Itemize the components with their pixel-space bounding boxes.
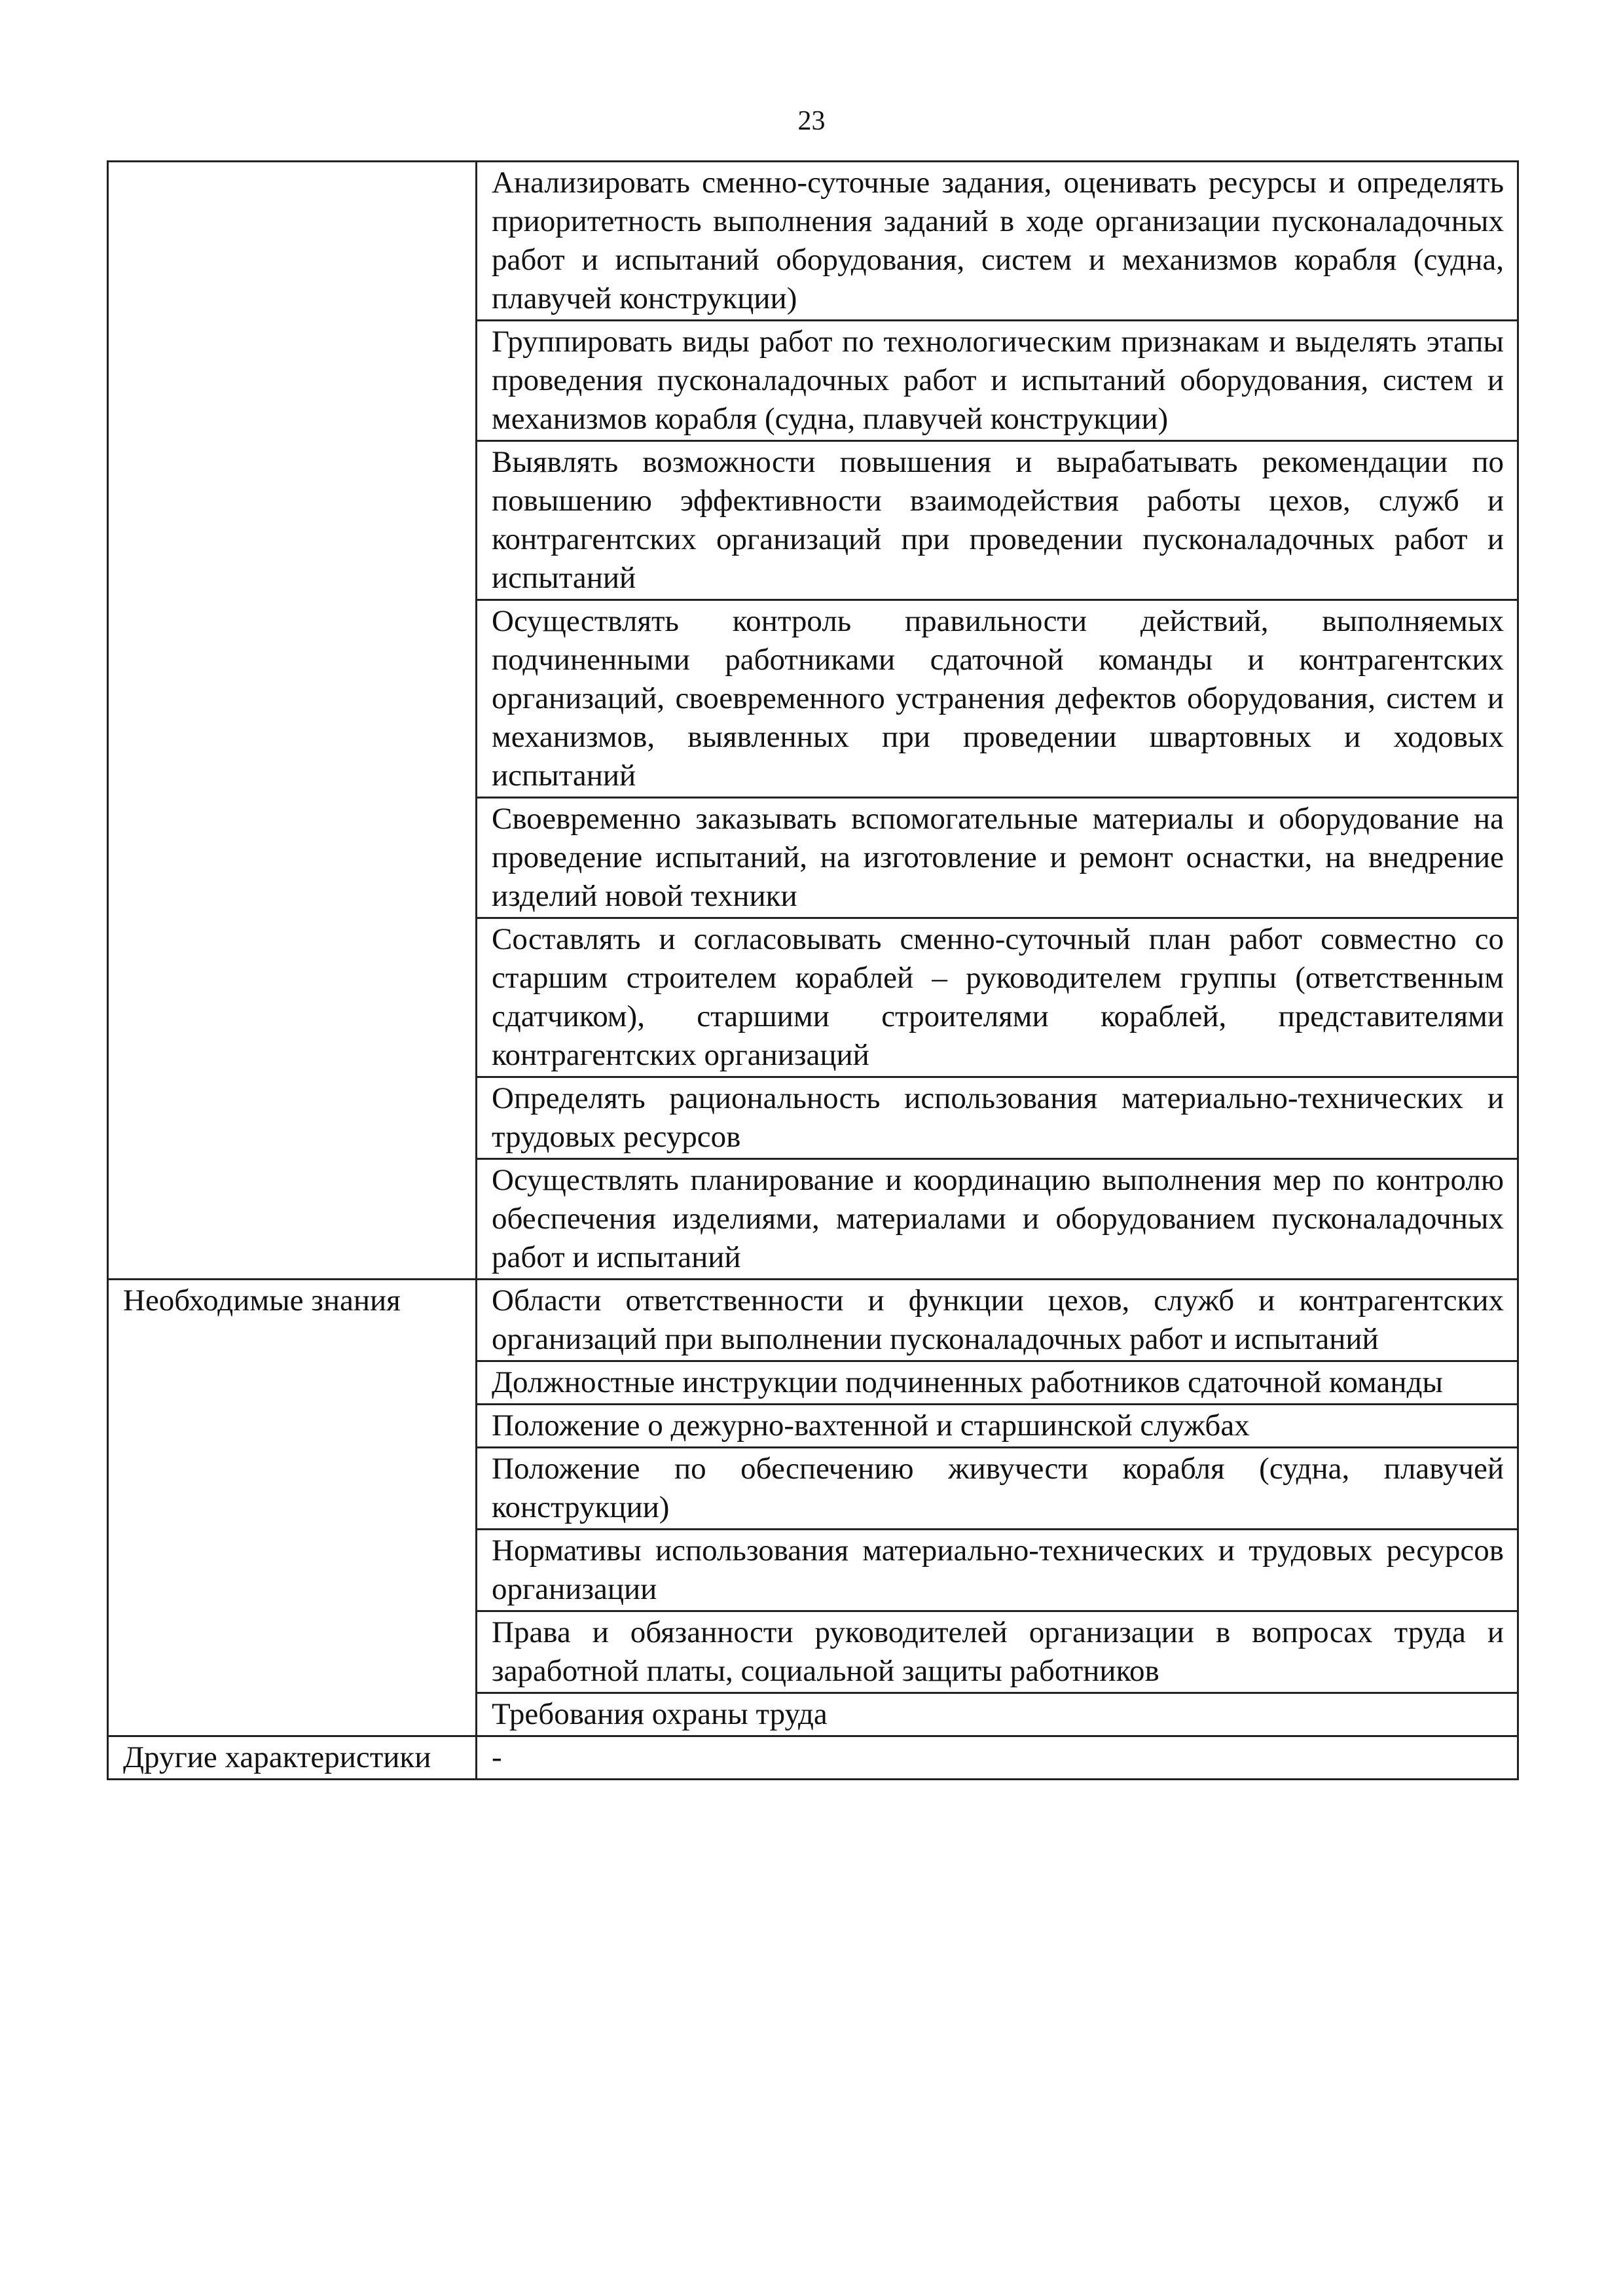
row-label-empty <box>108 441 477 600</box>
row-label-empty <box>108 1077 477 1159</box>
skill-item: Осуществлять контроль правильности действий, выполняемых подчиненными работниками сдаточной команды и контрагентских организаций, своевременного устранения дефектов оборудования, систем и механизмов, выявленных при проведении швартовных и ходовых испытаний <box>477 600 1518 798</box>
table-row <box>108 1448 1518 1530</box>
page-number: 23 <box>797 106 826 136</box>
table-row <box>108 1159 1518 1280</box>
table-row <box>108 321 1518 441</box>
skill-item: Группировать виды работ по технологическим признакам и выделять этапы проведения пусконаладочных работ и испытаний оборудования, систем и механизмов корабля (судна, плавучей конструкции) <box>477 321 1518 441</box>
knowledge-item: Права и обязанности руководителей организации в вопросах труда и заработной платы, социальной защиты работников <box>477 1611 1518 1693</box>
skill-item: Выявлять возможности повышения и вырабатывать рекомендации по повышению эффективности взаимодействия работы цехов, служб и контрагентских организаций при проведении пусконаладочных работ и испытаний <box>477 441 1518 600</box>
knowledge-item: Должностные инструкции подчиненных работников сдаточной команды <box>477 1361 1518 1405</box>
row-label-empty <box>108 1448 477 1530</box>
table-row <box>108 441 1518 600</box>
skill-item: Анализировать сменно-суточные задания, оценивать ресурсы и определять приоритетность выполнения заданий в ходе организации пусконаладочных работ и испытаний оборудования, систем и механизмов корабля (судна, плавучей конструкции) <box>477 162 1518 321</box>
row-label-other: Другие характеристики <box>108 1736 477 1780</box>
row-label-empty <box>108 1530 477 1611</box>
table-row <box>108 600 1518 798</box>
knowledge-item: Нормативы использования материально-технических и трудовых ресурсов организации <box>477 1530 1518 1611</box>
skill-item: Своевременно заказывать вспомогательные материалы и оборудование на проведение испытаний, на изготовление и ремонт оснастки, на внедрение изделий новой техники <box>477 798 1518 918</box>
knowledge-item: Области ответственности и функции цехов, служб и контрагентских организаций при выполнении пусконаладочных работ и испытаний <box>477 1280 1518 1361</box>
profstandard-table <box>107 160 1519 1780</box>
skill-item: Определять рациональность использования материально-технических и трудовых ресурсов <box>477 1077 1518 1159</box>
row-label-knowledge: Необходимые знания <box>108 1280 477 1361</box>
row-label-empty <box>108 321 477 441</box>
table-row <box>108 1736 1518 1780</box>
knowledge-item: Положение по обеспечению живучести корабля (судна, плавучей конструкции) <box>477 1448 1518 1530</box>
skill-item: Составлять и согласовывать сменно-суточный план работ совместно со старшим строителем кораблей – руководителем группы (ответственным сдатчиком), старшими строителями кораблей, представителями контрагентских организаций <box>477 918 1518 1077</box>
row-label-empty <box>108 1405 477 1448</box>
row-label-empty <box>108 1159 477 1280</box>
table-row <box>108 798 1518 918</box>
table-row <box>108 1611 1518 1693</box>
row-label-skills <box>108 162 477 321</box>
table-row <box>108 162 1518 321</box>
row-label-empty <box>108 1361 477 1405</box>
table-row <box>108 1280 1518 1361</box>
row-label-empty <box>108 600 477 798</box>
table-row <box>108 1530 1518 1611</box>
row-label-empty <box>108 1693 477 1736</box>
skill-item: Осуществлять планирование и координацию выполнения мер по контролю обеспечения изделиями, материалами и оборудованием пусконаладочных работ и испытаний <box>477 1159 1518 1280</box>
table-row <box>108 918 1518 1077</box>
row-label-empty <box>108 798 477 918</box>
row-label-empty <box>108 1611 477 1693</box>
knowledge-item: Требования охраны труда <box>477 1693 1518 1736</box>
table-row <box>108 1405 1518 1448</box>
table-row <box>108 1693 1518 1736</box>
row-label-empty <box>108 918 477 1077</box>
knowledge-item: Положение о дежурно-вахтенной и старшинской службах <box>477 1405 1518 1448</box>
table-row <box>108 1361 1518 1405</box>
table-row <box>108 1077 1518 1159</box>
other-value: - <box>477 1736 1518 1780</box>
